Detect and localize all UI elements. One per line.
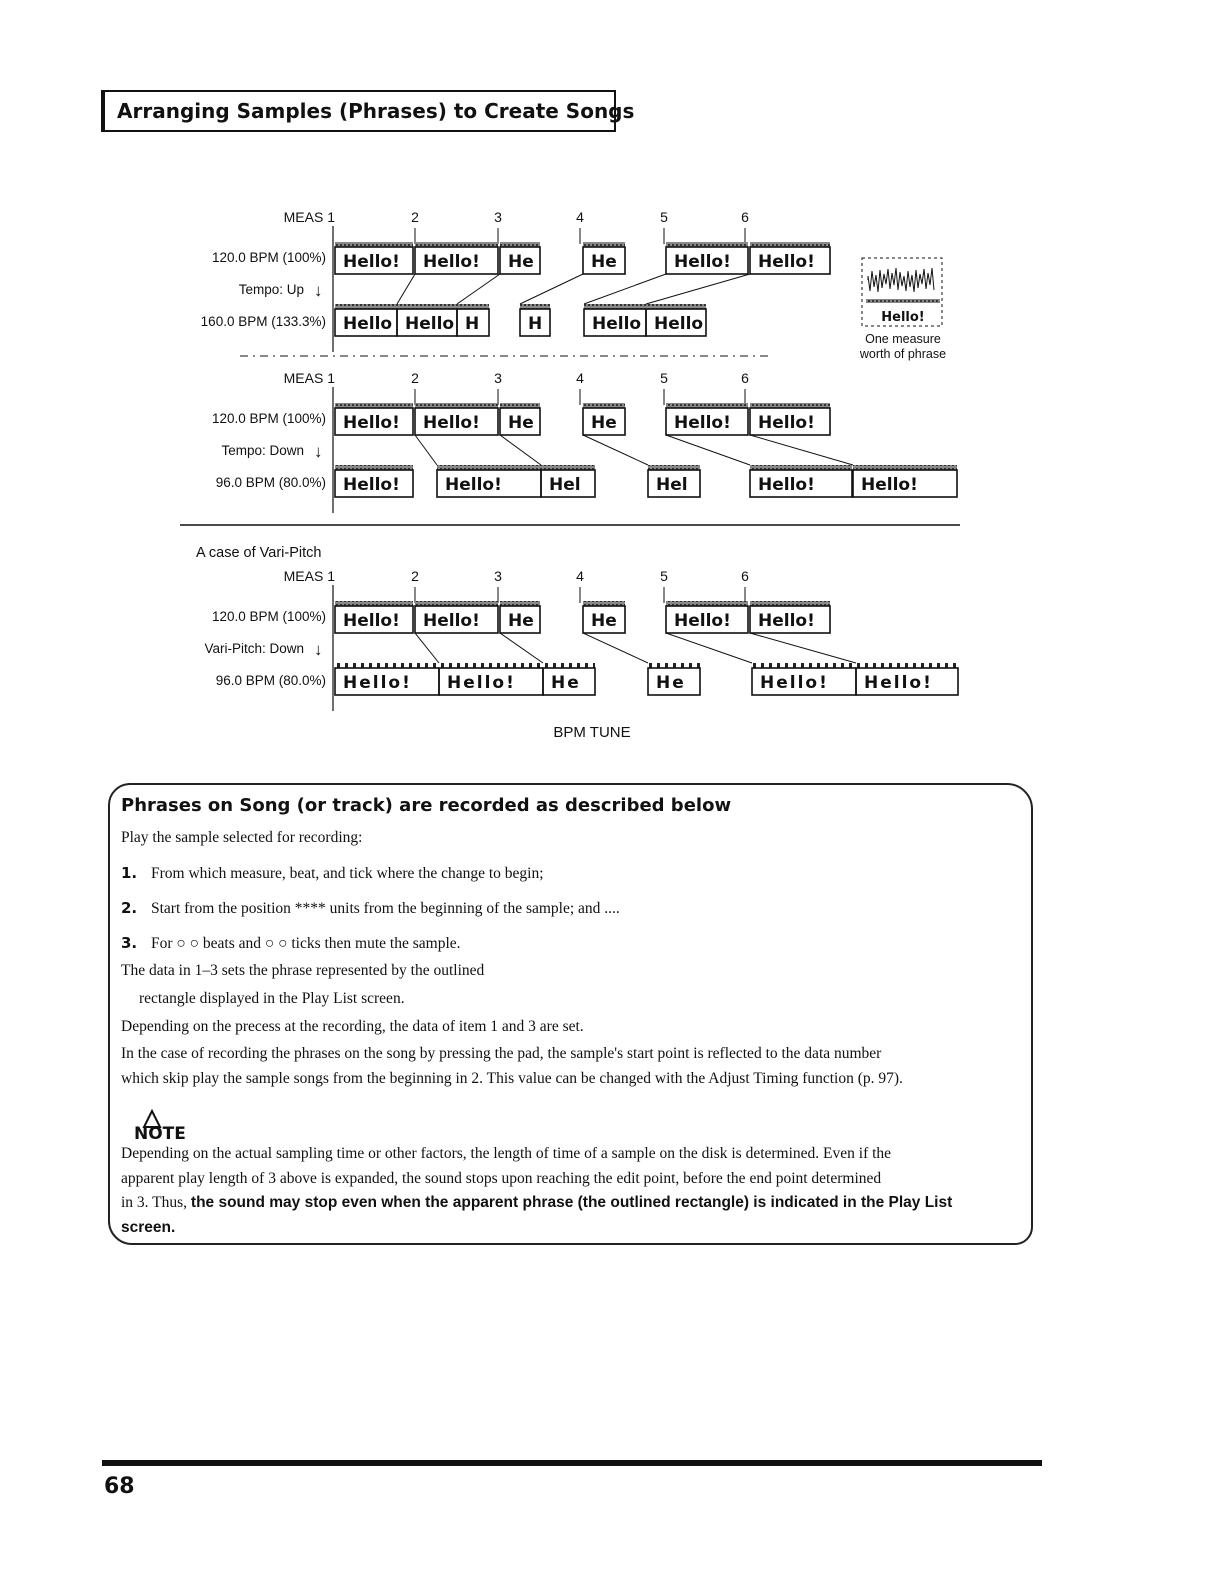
item-number-3: 3. — [121, 934, 138, 952]
top-phrase-4-label: Hello! — [674, 611, 731, 631]
footer-rule — [102, 1460, 1042, 1466]
worth-of-phrase-label: worth of phrase — [859, 347, 947, 361]
link-line-3 — [666, 633, 752, 663]
bottom-phrase-0-label: Hello — [343, 314, 393, 334]
meas-number-4: 4 — [576, 370, 584, 386]
top-phrase-5-label: Hello! — [758, 413, 815, 433]
meas-number-6: 6 — [741, 209, 749, 225]
link-line-4 — [646, 274, 750, 304]
top-phrase-3-label: He — [591, 413, 617, 433]
top-phrase-1-label: Hello! — [423, 252, 480, 272]
link-line-3 — [584, 274, 666, 304]
top-phrase-0-label: Hello! — [343, 252, 400, 272]
bottom-phrase-2-label: Hel — [549, 475, 581, 495]
note-icon — [122, 1107, 192, 1147]
link-line-4 — [750, 435, 853, 465]
meas-number-4: 4 — [576, 209, 584, 225]
bpm-top-label: 120.0 BPM (100%) — [211, 250, 326, 265]
item-number-1: 1. — [121, 864, 138, 882]
top-phrase-1-label: Hello! — [423, 413, 480, 433]
tempo-label: Tempo: Up — [238, 282, 304, 297]
meas-label: MEAS 1 — [283, 370, 335, 386]
meas-number-2: 2 — [411, 370, 419, 386]
meas-number-4: 4 — [576, 568, 584, 584]
link-line-0 — [397, 274, 415, 304]
bottom-phrase-5-label: Hello! — [864, 673, 933, 693]
tempo-label: Tempo: Down — [221, 443, 304, 458]
bottom-phrase-4-label: Hello! — [760, 673, 829, 693]
meas-number-2: 2 — [411, 568, 419, 584]
link-line-1 — [500, 435, 541, 465]
bottom-phrase-3-label: He — [656, 673, 686, 693]
link-line-2 — [583, 435, 648, 465]
paragraph-1a: The data in 1–3 sets the phrase represented by the outlined — [121, 962, 485, 979]
top-phrase-2-label: He — [508, 252, 534, 272]
bottom-phrase-3-label: Hel — [656, 475, 688, 495]
tempo-label: Vari-Pitch: Down — [204, 641, 304, 656]
tempo-diagram — [0, 0, 1229, 760]
top-phrase-0-label: Hello! — [343, 413, 400, 433]
down-arrow-icon: ↓ — [314, 640, 323, 659]
paragraph-1b: rectangle displayed in the Play List screen. — [139, 990, 405, 1007]
top-phrase-0-label: Hello! — [343, 611, 400, 631]
intro-text: Play the sample selected for recording: — [121, 829, 363, 846]
link-line-4 — [750, 633, 856, 663]
bpm-top-label: 120.0 BPM (100%) — [211, 609, 326, 624]
paragraph-2: Depending on the precess at the recording, the data of item 1 and 3 are set. — [121, 1018, 584, 1035]
meas-number-5: 5 — [660, 568, 668, 584]
paragraph-3b: which skip play the sample songs from the beginning in 2. This value can be changed with the Adjust Timing function (p. 97). — [121, 1070, 903, 1087]
legend-bar — [866, 299, 940, 303]
note-line-2: apparent play length of 3 above is expanded, the sound stops upon reaching the edit point, before the end point determined — [121, 1170, 882, 1187]
item-text-3: For ○ ○ beats and ○ ○ ticks then mute the sample. — [151, 935, 461, 952]
note-label: NOTE — [134, 1124, 186, 1144]
note-line-3-plain: in 3. Thus, — [121, 1194, 191, 1211]
item-number-2: 2. — [121, 899, 138, 917]
recording-note-box — [108, 783, 1033, 1245]
waveform-icon — [868, 268, 934, 292]
bottom-phrase-5-label: Hello! — [861, 475, 918, 495]
meas-number-6: 6 — [741, 568, 749, 584]
bottom-phrase-1-label: Hello! — [447, 673, 516, 693]
bpm-tune-label: BPM TUNE — [553, 724, 631, 741]
bottom-phrase-0-label: Hello! — [343, 475, 400, 495]
top-phrase-1-label: Hello! — [423, 611, 480, 631]
note-line-4: screen. — [121, 1219, 176, 1236]
bpm-bottom-label: 96.0 BPM (80.0%) — [215, 475, 326, 490]
link-line-0 — [415, 435, 437, 465]
down-arrow-icon: ↓ — [314, 442, 323, 461]
list-item-3 — [121, 934, 461, 953]
top-phrase-5-label: Hello! — [758, 252, 815, 272]
bottom-phrase-3-label: H — [528, 314, 543, 334]
top-phrase-5-label: Hello! — [758, 611, 815, 631]
note-line-1: Depending on the actual sampling time or other factors, the length of time of a sample on the disk is determined. Even if the — [121, 1145, 892, 1162]
meas-number-6: 6 — [741, 370, 749, 386]
link-line-3 — [666, 435, 750, 465]
bottom-phrase-4-label: Hello — [592, 314, 642, 334]
link-line-2 — [583, 633, 648, 663]
list-item-1 — [121, 864, 544, 883]
section-heading: Arranging Samples (Phrases) to Create Songs — [117, 99, 635, 123]
top-phrase-2-label: He — [508, 413, 534, 433]
top-phrase-2-label: He — [508, 611, 534, 631]
meas-number-3: 3 — [494, 370, 502, 386]
link-line-1 — [500, 633, 543, 663]
bpm-bottom-label: 160.0 BPM (133.3%) — [200, 314, 326, 329]
legend-phrase-label: Hello! — [881, 310, 925, 325]
item-text-2: Start from the position **** units from the beginning of the sample; and .... — [151, 900, 620, 917]
top-phrase-4-label: Hello! — [674, 413, 731, 433]
link-line-0 — [415, 633, 439, 663]
meas-number-3: 3 — [494, 568, 502, 584]
list-item-2 — [121, 899, 620, 918]
bpm-top-label: 120.0 BPM (100%) — [211, 411, 326, 426]
bpm-bottom-label: 96.0 BPM (80.0%) — [215, 673, 326, 688]
meas-label: MEAS 1 — [283, 568, 335, 584]
bottom-phrase-0-label: Hello! — [343, 673, 412, 693]
link-line-2 — [520, 274, 583, 304]
top-phrase-3-label: He — [591, 611, 617, 631]
top-phrase-4-label: Hello! — [674, 252, 731, 272]
bottom-phrase-1-label: Hello — [405, 314, 455, 334]
meas-number-5: 5 — [660, 370, 668, 386]
note-line-3-bold: the sound may stop even when the apparent phrase (the outlined rectangle) is indicated in the Play List — [190, 1194, 953, 1211]
vari-pitch-caption: A case of Vari-Pitch — [196, 545, 322, 561]
down-arrow-icon: ↓ — [314, 281, 323, 300]
top-phrase-3-label: He — [591, 252, 617, 272]
bottom-phrase-2-label: H — [465, 314, 480, 334]
page-number: 68 — [104, 1474, 135, 1499]
link-line-1 — [457, 274, 500, 304]
meas-number-5: 5 — [660, 209, 668, 225]
bottom-phrase-5-label: Hello — [654, 314, 704, 334]
note-title: Phrases on Song (or track) are recorded as described below — [121, 795, 732, 816]
meas-label: MEAS 1 — [283, 209, 335, 225]
note-line-3 — [121, 1194, 952, 1212]
bottom-phrase-1-label: Hello! — [445, 475, 502, 495]
paragraph-3a: In the case of recording the phrases on the song by pressing the pad, the sample's start point is reflected to the data number — [121, 1045, 882, 1062]
meas-number-2: 2 — [411, 209, 419, 225]
meas-number-3: 3 — [494, 209, 502, 225]
item-text-1: From which measure, beat, and tick where the change to begin; — [151, 865, 544, 882]
bottom-phrase-2-label: He — [551, 673, 581, 693]
bottom-phrase-4-label: Hello! — [758, 475, 815, 495]
one-measure-label: One measure — [865, 332, 941, 346]
